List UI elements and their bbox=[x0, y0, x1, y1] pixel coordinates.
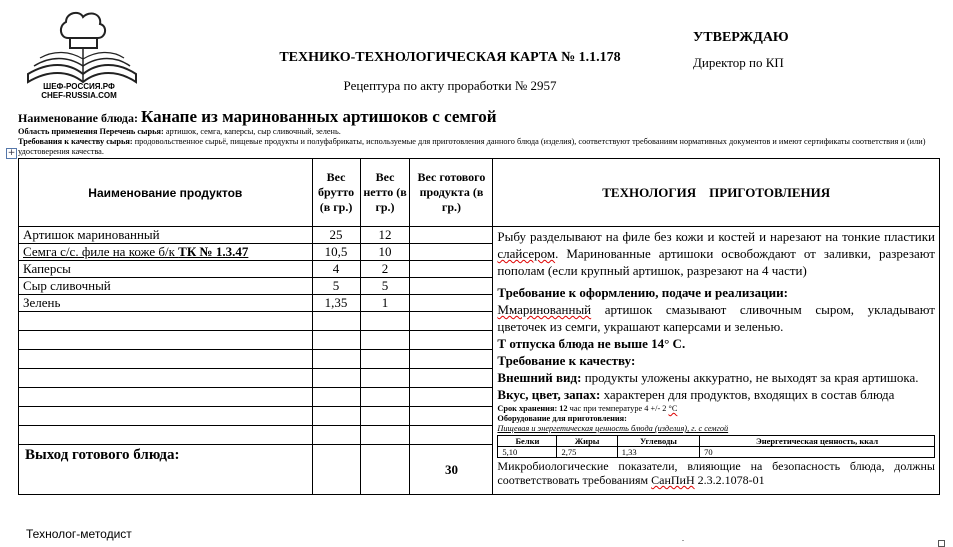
header-ready: Вес готового продукта (в гр.) bbox=[410, 159, 493, 227]
nutrition-header-energy: Энергетическая ценность, ккал bbox=[700, 436, 935, 447]
document-title: ТЕХНИКО-ТЕХНОЛОГИЧЕСКАЯ КАРТА № 1.1.178 bbox=[279, 50, 621, 65]
product-name: Каперсы bbox=[19, 261, 313, 278]
look-paragraph: Внешний вид: продукты уложены аккуратно, не выходят за края артишока. bbox=[497, 370, 919, 385]
gross-value: 1,35 bbox=[312, 295, 360, 312]
taste-paragraph: Вкус, цвет, запах: характерен для продуктов, входящих в состав блюда bbox=[497, 387, 895, 402]
header-technology: ТЕХНОЛОГИЯ ПРИГОТОВЛЕНИЯ bbox=[493, 159, 940, 227]
technology-cell bbox=[493, 227, 940, 495]
ready-value bbox=[410, 278, 493, 295]
nutrition-value-energy: 70 bbox=[700, 447, 935, 458]
nutrition-table bbox=[497, 435, 935, 458]
product-name: Семга с/с. филе на коже б/к ТК № 1.3.47 bbox=[19, 244, 313, 261]
serving-temp: Т отпуска блюда не выше 14° С. bbox=[497, 336, 686, 351]
nutrition-header-protein: Белки bbox=[498, 436, 557, 447]
table-header-row bbox=[19, 159, 940, 227]
document-subtitle: Рецептура по акту проработки № 2957 bbox=[343, 78, 557, 93]
micro-paragraph: Микробиологические показатели, влияющие на безопасность блюда, должны соответствовать требованиям СанПиН 2.3.2.1078-01 bbox=[497, 459, 935, 487]
technologist-label: Технолог-методист bbox=[26, 527, 132, 541]
net-value: 10 bbox=[360, 244, 410, 261]
table-row bbox=[19, 227, 940, 244]
dish-label: Наименование блюда: bbox=[18, 111, 138, 125]
storage-line: Срок хранения: 12 час при температуре 4 +/- 2 °С bbox=[497, 404, 678, 413]
approve-label: УТВЕРЖДАЮ bbox=[693, 30, 789, 45]
net-value: 1 bbox=[360, 295, 410, 312]
logo-line-1: ШЕФ-РОССИЯ.РФ bbox=[43, 82, 115, 91]
gross-value: 10,5 bbox=[312, 244, 360, 261]
net-value: 5 bbox=[360, 278, 410, 295]
gross-value: 25 bbox=[312, 227, 360, 244]
plus-box-icon[interactable]: + bbox=[7, 148, 16, 158]
quality-req-text: продовольственное сырьё, пищевые продукты и полуфабрикаты, используемые для приготовления данного блюда (изделия), соответствуют требованиям нормативных документов и имеют сертификаты соответствия и (или) удостоверения качества. bbox=[18, 137, 926, 156]
nutrition-value-fat: 2,75 bbox=[557, 447, 617, 458]
equipment-line: Оборудование для приготовления: bbox=[497, 414, 627, 423]
director-label: Директор по КП bbox=[693, 55, 784, 70]
nutrition-caption: Пищевая и энергетическая ценность блюда (изделия), г. с семгой bbox=[497, 424, 729, 433]
logo-text bbox=[24, 82, 134, 100]
dish-name: Канапе из маринованных артишоков с семгой bbox=[140, 107, 497, 126]
gross-value: 5 bbox=[312, 278, 360, 295]
scope-text: артишок, семга, каперсы, сыр сливочный, зелень. bbox=[163, 127, 341, 136]
ready-value bbox=[410, 227, 493, 244]
ready-value bbox=[410, 295, 493, 312]
quality-req-line bbox=[18, 137, 938, 157]
nutrition-header-fat: Жиры bbox=[557, 436, 617, 447]
logo-line-2: CHEF-RUSSIA.COM bbox=[41, 91, 117, 100]
scope-label: Область применения Перечень сырья: bbox=[18, 127, 164, 136]
ready-value bbox=[410, 261, 493, 278]
net-value: 12 bbox=[360, 227, 410, 244]
quality-req-label: Требования к качеству сырья: bbox=[18, 137, 133, 146]
exit-value: 30 bbox=[410, 445, 493, 495]
header-gross: Вес брутто (в гр.) bbox=[312, 159, 360, 227]
nutrition-value-protein: 5,10 bbox=[498, 447, 557, 458]
scope-line bbox=[18, 127, 938, 137]
serving-req-heading: Требование к оформлению, подаче и реализации: bbox=[497, 285, 788, 300]
exit-label: Выход готового блюда: bbox=[19, 445, 313, 495]
nutrition-value-carbs: 1,33 bbox=[617, 447, 699, 458]
quality-req-heading: Требование к качеству: bbox=[497, 353, 636, 368]
product-name: Зелень bbox=[19, 295, 313, 312]
tech-paragraph-2: Ммаринованный артишок смазывают сливочным сыром, укладывают цветочек из семги, украшают каперсами и зеленью. bbox=[497, 302, 935, 334]
nutrition-header-carbs: Углеводы bbox=[617, 436, 699, 447]
ready-value bbox=[410, 244, 493, 261]
header-product: Наименование продуктов bbox=[19, 159, 313, 227]
recipe-table bbox=[18, 158, 940, 495]
header-net: Вес нетто (в гр.) bbox=[360, 159, 410, 227]
net-value: 2 bbox=[360, 261, 410, 278]
product-name: Артишок маринованный bbox=[19, 227, 313, 244]
dish-name-line bbox=[18, 107, 497, 127]
product-name: Сыр сливочный bbox=[19, 278, 313, 295]
footer-dot: . bbox=[682, 534, 684, 543]
gross-value: 4 bbox=[312, 261, 360, 278]
tech-paragraph-1: Рыбу разделывают на филе без кожи и костей и нарезают на тонкие пластики слайсером. Маринованные артишоки освобождают от заливки, разрезают пополам (если крупный артишок, разрезают на 4 части) bbox=[497, 229, 935, 278]
